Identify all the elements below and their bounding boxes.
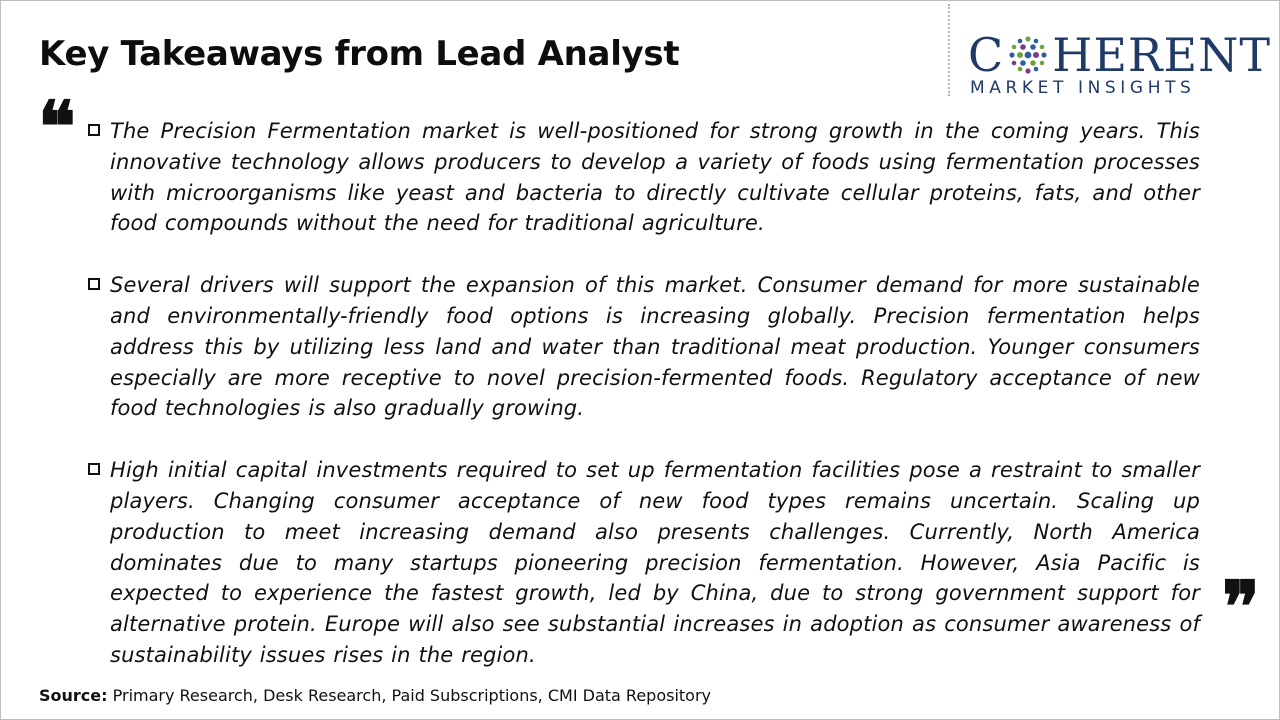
logo-tagline: MARKET INSIGHTS [970, 78, 1196, 98]
takeaways-list [86, 116, 1200, 702]
takeaway-text: Several drivers will support the expansion of this market. Consumer demand for more sustainable and environmentally-friendly food options is increasing globally. Precision fermentation helps address this by utilizing less land and water than traditional meat production. Younger consumers especially are more receptive to novel precision-fermented foods. Regulatory acceptance of new food technologies is also gradually growing. [110, 273, 1200, 421]
takeaway-text: High initial capital investments required to set up fermentation facilities pose a restraint to smaller players. Changing consumer acceptance of new food types remains uncertain. Scaling up production to meet increasing demand also presents challenges. Currently, North America dominates due to many startups pioneering precision fermentation. However, Asia Pacific is expected to experience the fastest growth, led by China, due to strong government support for alternative protein. Europe will also see substantial increases in adoption as consumer awareness of sustainability issues rises in the region. [110, 458, 1200, 667]
logo-letters-herent: HERENT [1052, 28, 1272, 82]
company-logo [968, 28, 1272, 100]
list-item [86, 455, 1200, 671]
checkbox-bullet-icon [88, 463, 100, 475]
close-quote-icon: ❞ [1222, 565, 1260, 648]
checkbox-bullet-icon [88, 278, 100, 290]
list-item [86, 116, 1200, 239]
checkbox-bullet-icon [88, 124, 100, 136]
header-divider [948, 4, 950, 96]
open-quote-icon: ❝ [38, 85, 76, 168]
page-title: Key Takeaways from Lead Analyst [39, 34, 680, 74]
list-item [86, 270, 1200, 424]
takeaway-text: The Precision Fermentation market is well-positioned for strong growth in the coming years. This innovative technology allows producers to develop a variety of foods using fermentation processes with microorganisms like yeast and bacteria to directly cultivate cellular proteins, fats, and other food compounds without the need for traditional agriculture. [110, 119, 1200, 236]
source-note [39, 686, 711, 705]
source-label: Source: [39, 686, 108, 705]
source-text: Primary Research, Desk Research, Paid Subscriptions, CMI Data Repository [107, 686, 711, 705]
logo-letter-c: C [968, 28, 1005, 82]
globe-dots-icon [1006, 33, 1050, 77]
logo-wordmark [968, 30, 1271, 80]
